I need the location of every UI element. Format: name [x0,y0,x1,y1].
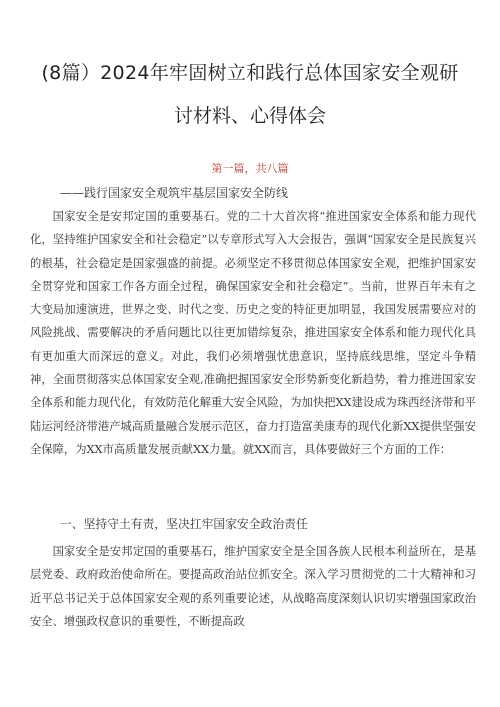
paragraph-1: 国家安全是安邦定国的重要基石。党的二十大首次将“推进国家安全体系和能力现代化，坚持维护国家安全和社会稳定”以专章形式写入大会报告，强调“国家安全是民族复兴的根基，社会稳定是国家强盛的前提。必须坚定不移贯彻总体国家安全观，把维护国家安全贯穿党和国家工作各方面全过程，确保国家安全和社会稳定”。当前，世界百年未有之大变局加速演进，世界之变、时代之变、历史之变的特征更加明显，我国发展需要应对的风险挑战、需要解决的矛盾问题比以往更加错综复杂，推进国家安全体系和能力现代化具有更加重大而深远的意义。对此，我们必须增强忧患意识，坚持底线思维，坚定斗争精神，全面贯彻落实总体国家安全观,准确把握国家安全形势新变化新趋势，着力推进国家安全体系和能力现代化，有效防范化解重大安全风险，为加快把XX建设成为珠西经济带和平陆运河经济带港产城高质量融合发展示范区，奋力打造富美康寿的现代化新XX提供坚强安全保障，为XX市高质量发展贡献XX力量。就XX而言，具体要做好三个方面的工作： [30,210,476,456]
paragraph-2: 国家安全是安邦定国的重要基石，维护国家安全是全国各族人民根本利益所在，是基层党委、政府政治使命所在。要提高政治站位抓安全。深入学习贯彻党的二十大精神和习近平总书记关于总体国家安全观的系列重要论述，从战略高度深刻认识切实增强国家政治安全、增强政权意识的重要性，不断提高政 [30,545,476,628]
section-label: 第一篇，共八篇 [211,162,289,175]
section-heading-1: 一、坚持守土有责，坚决扛牢国家安全政治责任 [60,517,308,531]
article-subtitle: ——践行国家安全观筑牢基层国家安全防线 [60,186,289,200]
document-title-line1: (8篇）2024年牢固树立和践行总体国家安全观研 [41,62,459,84]
document-title-line2: 讨材料、心得体会 [173,105,326,127]
